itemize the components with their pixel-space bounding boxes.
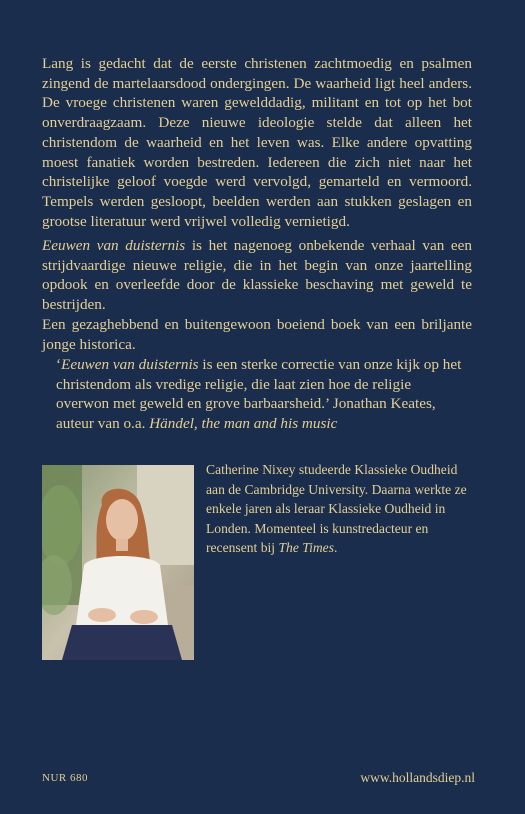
quote-reference-book: Händel, the man and his music	[149, 415, 338, 433]
quote-book-title: Eeuwen van duisternis	[61, 356, 199, 373]
blurb-paragraph-1	[42, 54, 472, 231]
nur-code: NUR 680	[42, 772, 88, 784]
bio-newspaper: The Times	[278, 540, 335, 555]
author-bio	[206, 460, 476, 558]
publisher-website: www.hollandsdiep.nl	[360, 770, 475, 785]
bio-end: .	[334, 540, 338, 555]
quote-text: is een sterke correctie van onze kijk op het christendom als vredige religie, die laat zien hoe de religie overwon met geweld en grove barbaarsheid.’ Jonathan Keates, auteur van o.a.	[56, 356, 462, 433]
blurb-paragraph-2	[42, 236, 472, 354]
blurb-text-1: Lang is gedacht dat de eerste christenen zachtmoedig en psalmen zingend de martelaarsdood ondergingen. De waarheid ligt heel anders. De vroege christenen waren gewelddadig, militant en tot op het bot onverdraagzaam. Deze nieuwe ideologie stelde dat alleen het christendom de waarheid en het leven was. Elke andere opvatting moest fanatiek worden bestreden. Iedereen die zich niet naar het christelijke geloof voegde werd vervolgd, gemarteld en vermoord. Tempels werden gesloopt, beelden werden aan stukken geslagen en grootse literatuur werd vrijwel volledig vernietigd.	[42, 55, 472, 230]
bio-text: Catherine Nixey studeerde Klassieke Oudheid aan de Cambridge University. Daarna werkte ze enkele jaren als leraar Klassieke Oudheid in Londen. Momenteel is kunstredacteur en recensent bij	[206, 462, 467, 555]
quote-open: ‘	[56, 356, 62, 373]
blurb-text-2	[42, 236, 472, 315]
author-portrait-illustration	[42, 465, 194, 660]
book-title: Eeuwen van duisternis	[42, 237, 186, 254]
blurb-text-2-line2: Een gezaghebbend en buitengewoon boeiend boek van een briljante jonge historica.	[42, 315, 472, 353]
review-quote	[56, 355, 466, 434]
author-photo	[42, 465, 194, 660]
blurb-text-2-rest: is het nagenoeg onbekende verhaal van een strijdvaardige nieuwe religie, die in het begin van onze jaartelling opdook en overleefde door de klassieke beschaving met geweld te bestrijden.	[42, 237, 473, 314]
